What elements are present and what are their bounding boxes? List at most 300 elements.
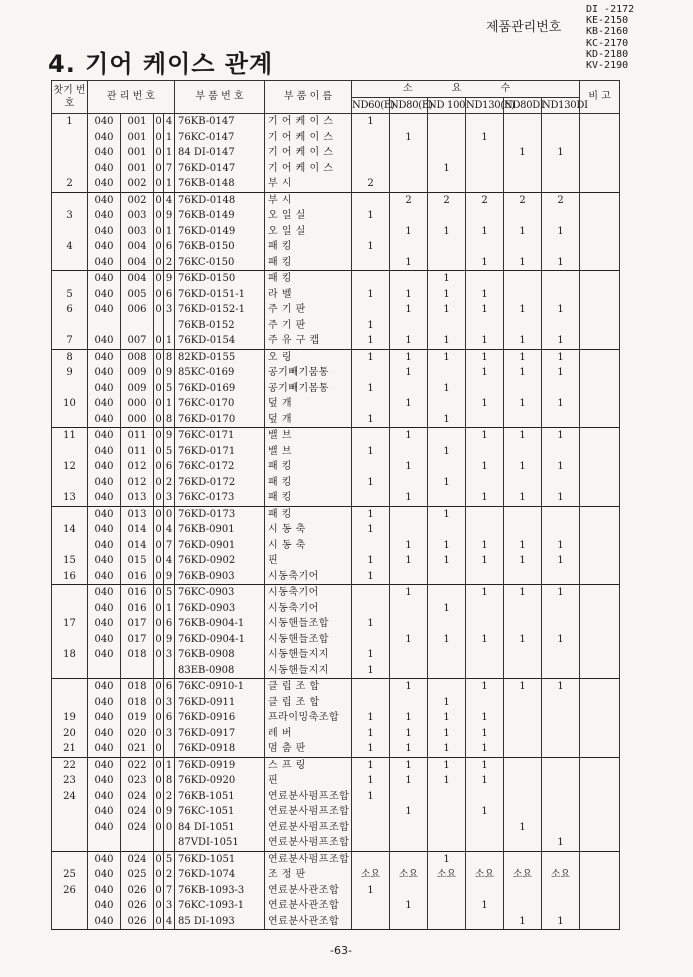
part-name-cell: 시동핸들지지 xyxy=(265,663,352,679)
remarks-cell xyxy=(580,741,620,757)
qty-cell: 1 xyxy=(390,459,428,475)
qty-cell: 1 xyxy=(428,757,466,773)
mgmt-no-cell: 0 xyxy=(154,898,164,914)
part-no-cell: 76KD-0151-1 xyxy=(175,287,265,303)
mgmt-no-cell: 2 xyxy=(164,255,175,271)
qty-cell xyxy=(542,506,580,522)
part-name-cell: 오 일 실 xyxy=(265,208,352,224)
mgmt-no-cell: 040 xyxy=(88,601,121,617)
part-name-cell: 기 어 케 이 스 xyxy=(265,145,352,161)
qty-cell: 1 xyxy=(466,710,504,726)
find-no-cell xyxy=(52,632,88,648)
mgmt-no-cell: 0 xyxy=(154,647,164,663)
qty-cell: 1 xyxy=(352,710,390,726)
mgmt-no-cell: 040 xyxy=(88,695,121,711)
mgmt-no-cell: 022 xyxy=(121,757,154,773)
qty-cell xyxy=(428,914,466,930)
qty-cell xyxy=(390,914,428,930)
mgmt-no-cell: 040 xyxy=(88,459,121,475)
table-row xyxy=(52,898,620,914)
part-no-cell: 76KB-0903 xyxy=(175,569,265,585)
part-name-cell: 패 킹 xyxy=(265,459,352,475)
mgmt-no-cell: 024 xyxy=(121,789,154,805)
find-no-cell: 5 xyxy=(52,287,88,303)
mgmt-no-cell: 040 xyxy=(88,208,121,224)
qty-cell xyxy=(428,145,466,161)
qty-cell xyxy=(542,757,580,773)
qty-cell: 1 xyxy=(466,130,504,146)
find-no-cell xyxy=(52,381,88,397)
qty-cell xyxy=(390,569,428,585)
table-row xyxy=(52,522,620,538)
mgmt-no-cell: 0 xyxy=(154,412,164,428)
part-no-cell: 76KD-0173 xyxy=(175,506,265,522)
mgmt-no-cell: 1 xyxy=(164,333,175,349)
find-no-cell: 22 xyxy=(52,757,88,773)
part-no-cell: 76KD-0152-1 xyxy=(175,302,265,318)
table-row xyxy=(52,302,620,318)
part-name-header: 부 품 이 름 xyxy=(265,81,352,114)
qty-cell: 1 xyxy=(352,114,390,130)
qty-cell xyxy=(542,647,580,663)
mgmt-no-cell: 013 xyxy=(121,490,154,506)
part-name-cell: 주 기 판 xyxy=(265,302,352,318)
qty-cell xyxy=(504,271,542,287)
mgmt-no-cell: 017 xyxy=(121,616,154,632)
remarks-cell xyxy=(580,647,620,663)
table-row xyxy=(52,647,620,663)
qty-cell xyxy=(504,663,542,679)
table-row xyxy=(52,349,620,365)
table-row xyxy=(52,208,620,224)
mgmt-no-cell: 040 xyxy=(88,883,121,899)
find-no-cell: 17 xyxy=(52,616,88,632)
qty-cell: 1 xyxy=(466,349,504,365)
mgmt-no-cell: 0 xyxy=(154,459,164,475)
qty-cell xyxy=(504,287,542,303)
qty-cell: 1 xyxy=(428,710,466,726)
part-name-cell: 밸 브 xyxy=(265,428,352,444)
find-no-cell xyxy=(52,914,88,930)
mgmt-no-cell: 040 xyxy=(88,867,121,883)
qty-cell: 1 xyxy=(352,287,390,303)
model-list xyxy=(586,4,634,71)
mgmt-no-cell: 5 xyxy=(164,585,175,601)
qty-cell xyxy=(390,851,428,867)
remarks-cell xyxy=(580,381,620,397)
qty-cell: 1 xyxy=(504,679,542,695)
find-no-cell xyxy=(52,820,88,836)
qty-cell: 소요 xyxy=(466,867,504,883)
qty-cell xyxy=(428,789,466,805)
part-name-cell: 조 정 판 xyxy=(265,867,352,883)
mgmt-no-cell xyxy=(164,663,175,679)
parts-table xyxy=(51,80,620,930)
find-no-cell: 15 xyxy=(52,553,88,569)
mgmt-no-cell: 040 xyxy=(88,741,121,757)
qty-cell xyxy=(390,695,428,711)
mgmt-no-cell: 002 xyxy=(121,192,154,208)
qty-cell: 1 xyxy=(504,145,542,161)
part-name-cell: 연료분사펌프조합 xyxy=(265,804,352,820)
mgmt-no-cell: 7 xyxy=(164,161,175,177)
find-no-cell xyxy=(52,224,88,240)
remarks-header: 비 고 xyxy=(580,81,620,114)
qty-cell xyxy=(542,318,580,334)
mgmt-no-cell: 1 xyxy=(164,757,175,773)
mgmt-no-cell: 8 xyxy=(164,412,175,428)
qty-cell: 1 xyxy=(352,444,390,460)
find-no-cell xyxy=(52,145,88,161)
qty-cell: 1 xyxy=(390,679,428,695)
qty-cell xyxy=(542,601,580,617)
mgmt-no-cell: 040 xyxy=(88,145,121,161)
qty-cell: 2 xyxy=(390,192,428,208)
qty-cell xyxy=(542,412,580,428)
part-name-cell: 부 시 xyxy=(265,192,352,208)
part-name-cell: 시동핸들지지 xyxy=(265,647,352,663)
table-row xyxy=(52,663,620,679)
mgmt-no-cell: 040 xyxy=(88,914,121,930)
qty-cell xyxy=(504,757,542,773)
mgmt-no-cell: 0 xyxy=(154,145,164,161)
mgmt-no-cell: 003 xyxy=(121,224,154,240)
mgmt-no-cell: 4 xyxy=(164,914,175,930)
mgmt-no-cell: 0 xyxy=(154,271,164,287)
mgmt-no-cell: 040 xyxy=(88,224,121,240)
qty-cell xyxy=(428,663,466,679)
qty-cell xyxy=(428,647,466,663)
qty-cell: 1 xyxy=(390,428,428,444)
mgmt-no-cell: 0 xyxy=(154,506,164,522)
qty-cell: 1 xyxy=(428,271,466,287)
remarks-cell xyxy=(580,773,620,789)
qty-cell xyxy=(428,569,466,585)
qty-cell xyxy=(542,176,580,192)
qty-cell xyxy=(428,114,466,130)
mgmt-no-cell: 0 xyxy=(154,381,164,397)
mgmt-no-cell: 009 xyxy=(121,365,154,381)
qty-cell xyxy=(542,820,580,836)
part-no-cell: 82KD-0155 xyxy=(175,349,265,365)
qty-cell: 1 xyxy=(390,396,428,412)
qty-cell: 1 xyxy=(390,804,428,820)
qty-cell: 1 xyxy=(466,428,504,444)
model-header: ND80(E) xyxy=(390,97,428,114)
qty-cell: 1 xyxy=(466,287,504,303)
mgmt-no-cell: 040 xyxy=(88,114,121,130)
part-name-cell: 연료분사관조합 xyxy=(265,883,352,899)
table-row xyxy=(52,506,620,522)
qty-cell: 1 xyxy=(466,224,504,240)
qty-cell xyxy=(428,522,466,538)
mgmt-no-cell: 000 xyxy=(121,412,154,428)
remarks-cell xyxy=(580,333,620,349)
mgmt-no-cell xyxy=(88,318,121,334)
mgmt-no-cell: 0 xyxy=(154,726,164,742)
part-name-cell: 시동축기어 xyxy=(265,569,352,585)
qty-cell: 1 xyxy=(390,710,428,726)
mgmt-no-cell: 019 xyxy=(121,710,154,726)
qty-cell: 1 xyxy=(352,773,390,789)
qty-cell: 1 xyxy=(390,224,428,240)
qty-cell xyxy=(466,820,504,836)
qty-cell: 1 xyxy=(352,318,390,334)
mgmt-no-cell: 0 xyxy=(164,506,175,522)
find-no-header: 찻기 번호 xyxy=(52,81,88,114)
qty-cell: 1 xyxy=(390,773,428,789)
qty-cell xyxy=(390,271,428,287)
table-row xyxy=(52,459,620,475)
part-no-cell: 76KD-0901 xyxy=(175,538,265,554)
qty-cell xyxy=(504,710,542,726)
part-name-cell: 연료분사펌프조합 xyxy=(265,820,352,836)
mgmt-no-cell: 0 xyxy=(154,287,164,303)
mgmt-no-cell: 040 xyxy=(88,428,121,444)
table-row xyxy=(52,161,620,177)
mgmt-no-cell: 6 xyxy=(164,616,175,632)
remarks-cell xyxy=(580,898,620,914)
qty-cell xyxy=(504,506,542,522)
model-code: KC-2170 xyxy=(586,37,629,49)
find-no-cell xyxy=(52,475,88,491)
remarks-cell xyxy=(580,789,620,805)
remarks-cell xyxy=(580,867,620,883)
mgmt-no-cell: 040 xyxy=(88,475,121,491)
part-name-cell: 시동축기어 xyxy=(265,601,352,617)
find-no-cell xyxy=(52,804,88,820)
qty-cell xyxy=(352,538,390,554)
qty-cell xyxy=(504,161,542,177)
qty-cell: 1 xyxy=(390,538,428,554)
find-no-cell: 20 xyxy=(52,726,88,742)
qty-cell xyxy=(504,444,542,460)
mgmt-no-cell: 004 xyxy=(121,255,154,271)
qty-cell xyxy=(542,208,580,224)
qty-cell: 1 xyxy=(390,302,428,318)
mgmt-no-cell: 040 xyxy=(88,679,121,695)
qty-cell: 1 xyxy=(542,145,580,161)
remarks-cell xyxy=(580,695,620,711)
model-code: DI -2172 xyxy=(586,4,635,15)
part-no-cell: 76KB-0147 xyxy=(175,114,265,130)
remarks-cell xyxy=(580,287,620,303)
part-no-cell: 84 DI-0147 xyxy=(175,145,265,161)
part-name-cell: 주 유 구 캡 xyxy=(265,333,352,349)
find-no-cell: 16 xyxy=(52,569,88,585)
mgmt-no-cell: 4 xyxy=(164,114,175,130)
mgmt-no-cell: 0 xyxy=(154,302,164,318)
qty-cell xyxy=(352,365,390,381)
qty-cell xyxy=(428,255,466,271)
qty-cell xyxy=(542,114,580,130)
mgmt-no-cell: 1 xyxy=(164,224,175,240)
qty-cell: 1 xyxy=(352,349,390,365)
mgmt-no-cell: 013 xyxy=(121,506,154,522)
part-no-cell: 76KD-0919 xyxy=(175,757,265,773)
remarks-cell xyxy=(580,679,620,695)
part-no-cell: 85 DI-1093 xyxy=(175,914,265,930)
remarks-cell xyxy=(580,208,620,224)
mgmt-no-cell: 0 xyxy=(154,585,164,601)
qty-cell: 1 xyxy=(390,333,428,349)
part-no-cell: 76KD-0171 xyxy=(175,444,265,460)
remarks-cell xyxy=(580,835,620,851)
qty-cell xyxy=(390,381,428,397)
part-no-cell: 76KD-0170 xyxy=(175,412,265,428)
find-no-cell xyxy=(52,444,88,460)
qty-cell xyxy=(504,569,542,585)
mgmt-no-cell: 0 xyxy=(154,632,164,648)
find-no-cell: 21 xyxy=(52,741,88,757)
part-name-cell: 패 킹 xyxy=(265,475,352,491)
table-row xyxy=(52,726,620,742)
qty-cell xyxy=(352,271,390,287)
mgmt-no-cell: 040 xyxy=(88,176,121,192)
mgmt-no-cell: 3 xyxy=(164,490,175,506)
mgmt-no-cell: 040 xyxy=(88,287,121,303)
part-name-cell: 시동핸들조합 xyxy=(265,616,352,632)
remarks-cell xyxy=(580,490,620,506)
mgmt-no-cell: 6 xyxy=(164,239,175,255)
qty-cell xyxy=(352,145,390,161)
mgmt-no-cell: 026 xyxy=(121,914,154,930)
mgmt-no-cell: 0 xyxy=(154,365,164,381)
mgmt-no-cell: 0 xyxy=(154,616,164,632)
qty-cell xyxy=(466,145,504,161)
part-name-cell: 프라이밍축조합 xyxy=(265,710,352,726)
qty-cell: 1 xyxy=(352,333,390,349)
qty-cell xyxy=(504,898,542,914)
qty-cell xyxy=(390,412,428,428)
mgmt-no-cell: 0 xyxy=(154,804,164,820)
qty-cell: 1 xyxy=(466,553,504,569)
part-name-cell: 덮 개 xyxy=(265,412,352,428)
qty-cell xyxy=(390,789,428,805)
qty-cell xyxy=(352,914,390,930)
mgmt-no-cell: 3 xyxy=(164,695,175,711)
part-name-cell: 시동핸들조합 xyxy=(265,632,352,648)
table-row xyxy=(52,318,620,334)
find-no-cell: 26 xyxy=(52,883,88,899)
remarks-cell xyxy=(580,710,620,726)
part-no-cell: 76KD-0902 xyxy=(175,553,265,569)
part-no-cell: 76KB-0148 xyxy=(175,176,265,192)
mgmt-no-cell: 0 xyxy=(154,349,164,365)
qty-cell xyxy=(390,506,428,522)
qty-cell xyxy=(504,114,542,130)
page-title: 4. 기어 케이스 관계 xyxy=(48,50,274,78)
header-row-1 xyxy=(52,81,620,98)
mgmt-no-cell: 6 xyxy=(164,459,175,475)
qty-cell: 1 xyxy=(542,333,580,349)
table-row xyxy=(52,490,620,506)
part-name-cell: 라 벨 xyxy=(265,287,352,303)
find-no-cell xyxy=(52,318,88,334)
part-no-cell: 76KC-0147 xyxy=(175,130,265,146)
part-no-cell: 76KD-0916 xyxy=(175,710,265,726)
qty-cell: 1 xyxy=(428,538,466,554)
qty-cell: 1 xyxy=(428,302,466,318)
part-name-cell: 클 립 조 합 xyxy=(265,695,352,711)
remarks-cell xyxy=(580,396,620,412)
mgmt-no-cell: 0 xyxy=(154,820,164,836)
mgmt-no-cell: 016 xyxy=(121,569,154,585)
mgmt-no-cell: 024 xyxy=(121,804,154,820)
find-no-cell: 10 xyxy=(52,396,88,412)
mgmt-no-cell xyxy=(121,663,154,679)
mgmt-no-cell: 0 xyxy=(154,475,164,491)
qty-cell: 1 xyxy=(390,255,428,271)
qty-cell xyxy=(428,820,466,836)
qty-cell xyxy=(466,695,504,711)
find-no-cell: 3 xyxy=(52,208,88,224)
mgmt-no-cell: 040 xyxy=(88,773,121,789)
qty-cell xyxy=(428,585,466,601)
mgmt-no-cell: 014 xyxy=(121,522,154,538)
qty-cell xyxy=(352,585,390,601)
qty-cell: 1 xyxy=(466,255,504,271)
mgmt-no-cell: 040 xyxy=(88,349,121,365)
qty-cell xyxy=(352,851,390,867)
remarks-cell xyxy=(580,569,620,585)
remarks-cell xyxy=(580,349,620,365)
mgmt-no-cell: 040 xyxy=(88,569,121,585)
qty-cell: 1 xyxy=(504,914,542,930)
model-header: ND130(E) xyxy=(466,97,504,114)
qty-cell xyxy=(352,804,390,820)
qty-cell: 1 xyxy=(390,757,428,773)
part-no-cell: 76KB-1093-3 xyxy=(175,883,265,899)
part-name-cell: 핀 xyxy=(265,553,352,569)
qty-cell xyxy=(466,161,504,177)
qty-cell xyxy=(390,835,428,851)
qty-cell: 1 xyxy=(504,459,542,475)
mgmt-no-cell: 040 xyxy=(88,804,121,820)
part-name-cell: 연료분사관조합 xyxy=(265,898,352,914)
qty-cell: 1 xyxy=(466,459,504,475)
mgmt-no-cell: 7 xyxy=(164,883,175,899)
mgmt-no-cell: 0 xyxy=(154,773,164,789)
qty-cell xyxy=(466,381,504,397)
mgmt-no-cell: 007 xyxy=(121,333,154,349)
remarks-cell xyxy=(580,161,620,177)
mgmt-no-cell: 9 xyxy=(164,569,175,585)
find-no-cell xyxy=(52,679,88,695)
qty-cell: 1 xyxy=(428,444,466,460)
mgmt-no-cell: 1 xyxy=(164,396,175,412)
mgmt-no-cell: 003 xyxy=(121,208,154,224)
qty-cell: 1 xyxy=(542,365,580,381)
table-row xyxy=(52,773,620,789)
remarks-cell xyxy=(580,506,620,522)
remarks-cell xyxy=(580,632,620,648)
qty-cell xyxy=(504,475,542,491)
table-row xyxy=(52,867,620,883)
mgmt-no-cell: 040 xyxy=(88,710,121,726)
mgmt-no-cell: 0 xyxy=(154,161,164,177)
qty-cell xyxy=(466,789,504,805)
part-name-cell: 패 킹 xyxy=(265,490,352,506)
part-name-cell: 공기빼기몸통 xyxy=(265,381,352,397)
table-row xyxy=(52,804,620,820)
remarks-cell xyxy=(580,585,620,601)
table-row xyxy=(52,224,620,240)
table-row xyxy=(52,679,620,695)
part-no-cell: 76KC-1051 xyxy=(175,804,265,820)
find-no-cell: 23 xyxy=(52,773,88,789)
qty-cell: 1 xyxy=(504,255,542,271)
